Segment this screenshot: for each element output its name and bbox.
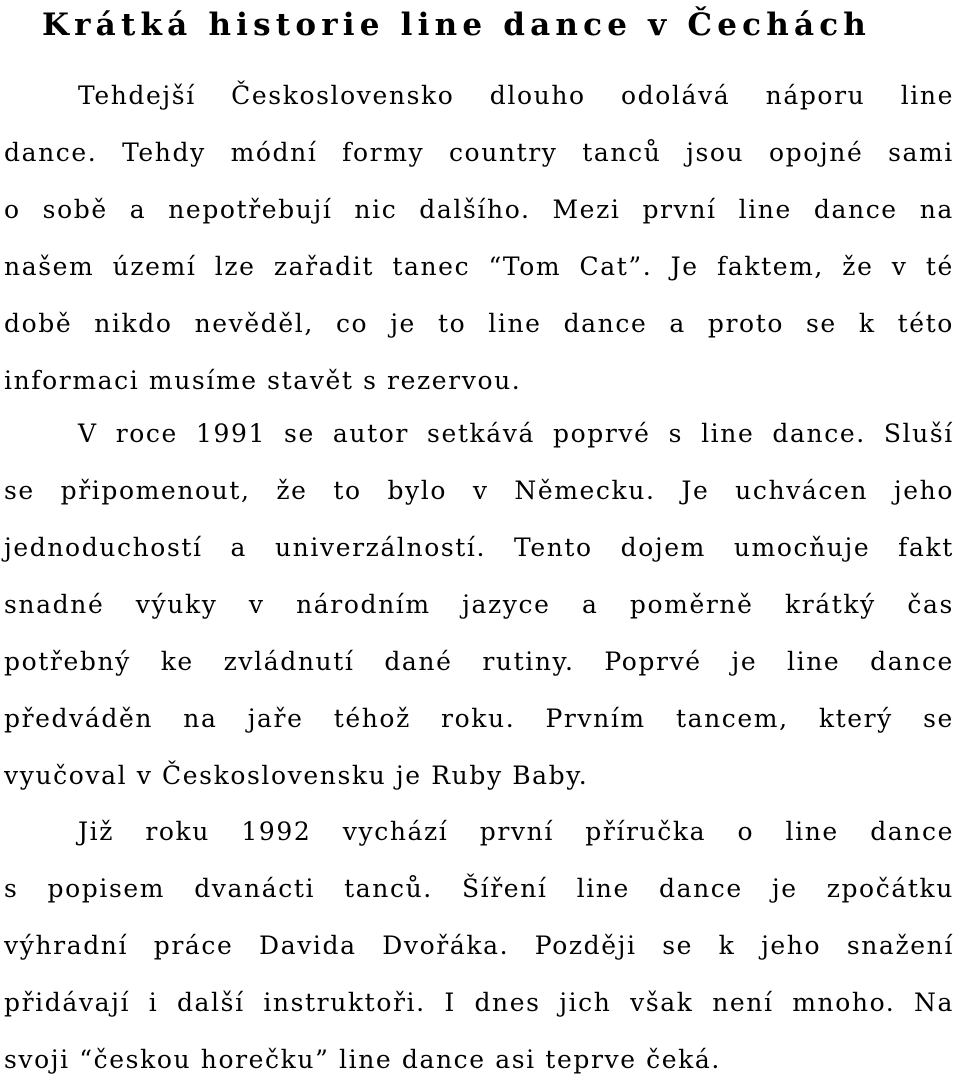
word: line — [785, 817, 839, 846]
word: roku. — [441, 704, 516, 733]
word: country — [448, 138, 558, 167]
word: a — [129, 195, 147, 224]
word: že — [276, 476, 308, 505]
word: vychází — [342, 817, 449, 846]
word: že — [842, 252, 874, 281]
word: co — [335, 309, 369, 338]
word: dance — [658, 874, 743, 903]
word: “Tom — [488, 252, 562, 281]
word: rutiny. — [482, 647, 575, 676]
word: V — [78, 419, 98, 448]
word: dance — [870, 817, 954, 846]
word: výuky — [135, 590, 218, 619]
word: tancem, — [675, 704, 789, 733]
word: v — [891, 252, 908, 281]
word: našem — [4, 252, 95, 281]
word: fakt — [898, 533, 954, 562]
paragraph-1-line-4 — [4, 238, 954, 296]
word: line — [701, 419, 755, 448]
word: a — [669, 309, 686, 338]
word: dvanácti — [194, 874, 316, 903]
word: jednoduchostí — [4, 533, 203, 562]
paragraph-3-line-2 — [4, 860, 954, 918]
word: nepotřebují — [168, 195, 333, 224]
word: se — [923, 704, 954, 733]
word: opojné — [768, 138, 864, 167]
word: line — [787, 647, 841, 676]
word: odolává — [621, 81, 731, 110]
word: čas — [907, 590, 954, 619]
word: poměrně — [629, 590, 754, 619]
word: jich — [559, 988, 612, 1017]
paragraph-2-line-7: vyučoval v Československu je Ruby Baby. — [4, 761, 589, 790]
word: to — [333, 476, 362, 505]
word: dance. — [4, 138, 98, 167]
word: poprvé — [553, 419, 651, 448]
word: setkává — [427, 419, 535, 448]
word: jaře — [247, 704, 304, 733]
paragraph-2-line-2 — [4, 462, 954, 520]
word: k — [718, 931, 736, 960]
word: území — [112, 252, 197, 281]
word: snadné — [4, 590, 105, 619]
paragraph-1-line-6: informaci musíme stavět s rezervou. — [4, 366, 522, 395]
word: výhradní — [4, 931, 129, 960]
word: tanců — [582, 138, 662, 167]
word: autor — [332, 419, 409, 448]
word: Prvním — [545, 704, 646, 733]
word: na — [183, 704, 218, 733]
word: i — [148, 988, 159, 1017]
word: s — [668, 419, 684, 448]
word: se — [806, 309, 837, 338]
word: zvládnutí — [223, 647, 355, 676]
word: Později — [534, 931, 637, 960]
word: se — [4, 476, 35, 505]
word: dance — [870, 647, 954, 676]
word: Davida — [259, 931, 357, 960]
word: na — [919, 195, 954, 224]
word: Tento — [513, 533, 593, 562]
word: nikdo — [94, 309, 173, 338]
word: dalšího. — [419, 195, 531, 224]
paragraph-2-line-1 — [78, 405, 954, 463]
paragraph-1-line-5 — [4, 295, 954, 353]
word: v — [248, 590, 265, 619]
word: dance — [563, 309, 648, 338]
word: Šíření — [461, 874, 548, 903]
word: je — [390, 309, 416, 338]
word: sami — [888, 138, 954, 167]
word: 1992 — [241, 817, 312, 846]
paragraph-2-line-4 — [4, 576, 954, 634]
word: dnes — [474, 988, 541, 1017]
word: krátký — [784, 590, 876, 619]
word: není — [712, 988, 774, 1017]
word: Tehdejší — [78, 81, 196, 110]
word: line — [900, 81, 954, 110]
paragraph-2-line-3 — [4, 519, 954, 577]
word: jeho — [761, 931, 822, 960]
word: příručka — [585, 817, 707, 846]
word: módní — [230, 138, 318, 167]
word: je — [731, 647, 758, 676]
word: formy — [342, 138, 425, 167]
word: Československo — [231, 81, 455, 110]
word: zařadit — [273, 252, 375, 281]
word: předváděn — [4, 704, 154, 733]
paragraph-3-line-5: svoji “českou horečku” line dance asi teprve čeká. — [4, 1045, 721, 1074]
word: o — [4, 195, 21, 224]
paragraph-1-line-3 — [4, 181, 954, 239]
word: to — [437, 309, 467, 338]
word: line — [488, 309, 542, 338]
word: Na — [914, 988, 954, 1017]
word: Již — [78, 817, 114, 846]
word: Sluší — [883, 419, 954, 448]
word: tanců. — [344, 874, 433, 903]
word: připomenout, — [60, 476, 251, 505]
word: náporu — [765, 81, 866, 110]
word: který — [818, 704, 893, 733]
word: nevěděl, — [194, 309, 314, 338]
word: Dvořáka. — [382, 931, 510, 960]
word: ke — [160, 647, 194, 676]
word: faktem, — [716, 252, 824, 281]
word: potřebný — [4, 647, 131, 676]
word: dané — [384, 647, 453, 676]
word: tanec — [392, 252, 471, 281]
word: Je — [670, 252, 699, 281]
paragraph-1-line-2 — [4, 124, 954, 182]
word: této — [897, 309, 954, 338]
word: zpočátku — [826, 874, 954, 903]
word: jazyce — [462, 590, 551, 619]
document-title: Krátká historie line dance v Čechách — [42, 7, 872, 43]
paragraph-3-line-4 — [4, 974, 954, 1032]
word: sobě — [42, 195, 108, 224]
word: proto — [707, 309, 784, 338]
word: jsou — [686, 138, 745, 167]
paragraph-3-line-3 — [4, 917, 954, 975]
word: je — [771, 874, 798, 903]
word: jeho — [893, 476, 954, 505]
word: téhož — [333, 704, 411, 733]
word: univerzálností. — [274, 533, 487, 562]
word: mnoho. — [792, 988, 896, 1017]
word: snažení — [846, 931, 954, 960]
word: bylo — [387, 476, 448, 505]
word: instruktoři. — [263, 988, 426, 1017]
paragraph-1-line-1 — [78, 67, 954, 125]
word: Německu. — [514, 476, 656, 505]
word: Cat”. — [579, 252, 653, 281]
word: Je — [681, 476, 710, 505]
word: té — [925, 252, 954, 281]
word: umocňuje — [733, 533, 871, 562]
word: dlouho — [489, 81, 586, 110]
word: přidávají — [4, 988, 131, 1017]
word: první — [642, 195, 717, 224]
word: lze — [214, 252, 256, 281]
word: uchvácen — [735, 476, 869, 505]
word: a — [230, 533, 248, 562]
word: I — [444, 988, 456, 1017]
word: k — [858, 309, 876, 338]
word: však — [630, 988, 694, 1017]
paragraph-3-line-1 — [78, 803, 954, 861]
word: Tehdy — [122, 138, 206, 167]
word: 1991 — [195, 419, 266, 448]
word: Poprvé — [604, 647, 702, 676]
word: době — [4, 309, 73, 338]
word: line — [738, 195, 792, 224]
word: s — [4, 874, 19, 903]
word: v — [472, 476, 489, 505]
word: nic — [354, 195, 398, 224]
word: první — [479, 817, 554, 846]
paragraph-2-line-6 — [4, 690, 954, 748]
word: se — [662, 931, 694, 960]
word: národním — [296, 590, 431, 619]
word: roku — [145, 817, 211, 846]
word: dance — [813, 195, 898, 224]
word: Mezi — [552, 195, 621, 224]
word: roce — [115, 419, 178, 448]
word: práce — [153, 931, 234, 960]
word: dance. — [772, 419, 866, 448]
word: další — [176, 988, 245, 1017]
word: o — [737, 817, 755, 846]
word: dojem — [620, 533, 706, 562]
word: a — [581, 590, 599, 619]
word: se — [284, 419, 315, 448]
paragraph-2-line-5 — [4, 633, 954, 691]
word: line — [576, 874, 630, 903]
word: popisem — [47, 874, 166, 903]
